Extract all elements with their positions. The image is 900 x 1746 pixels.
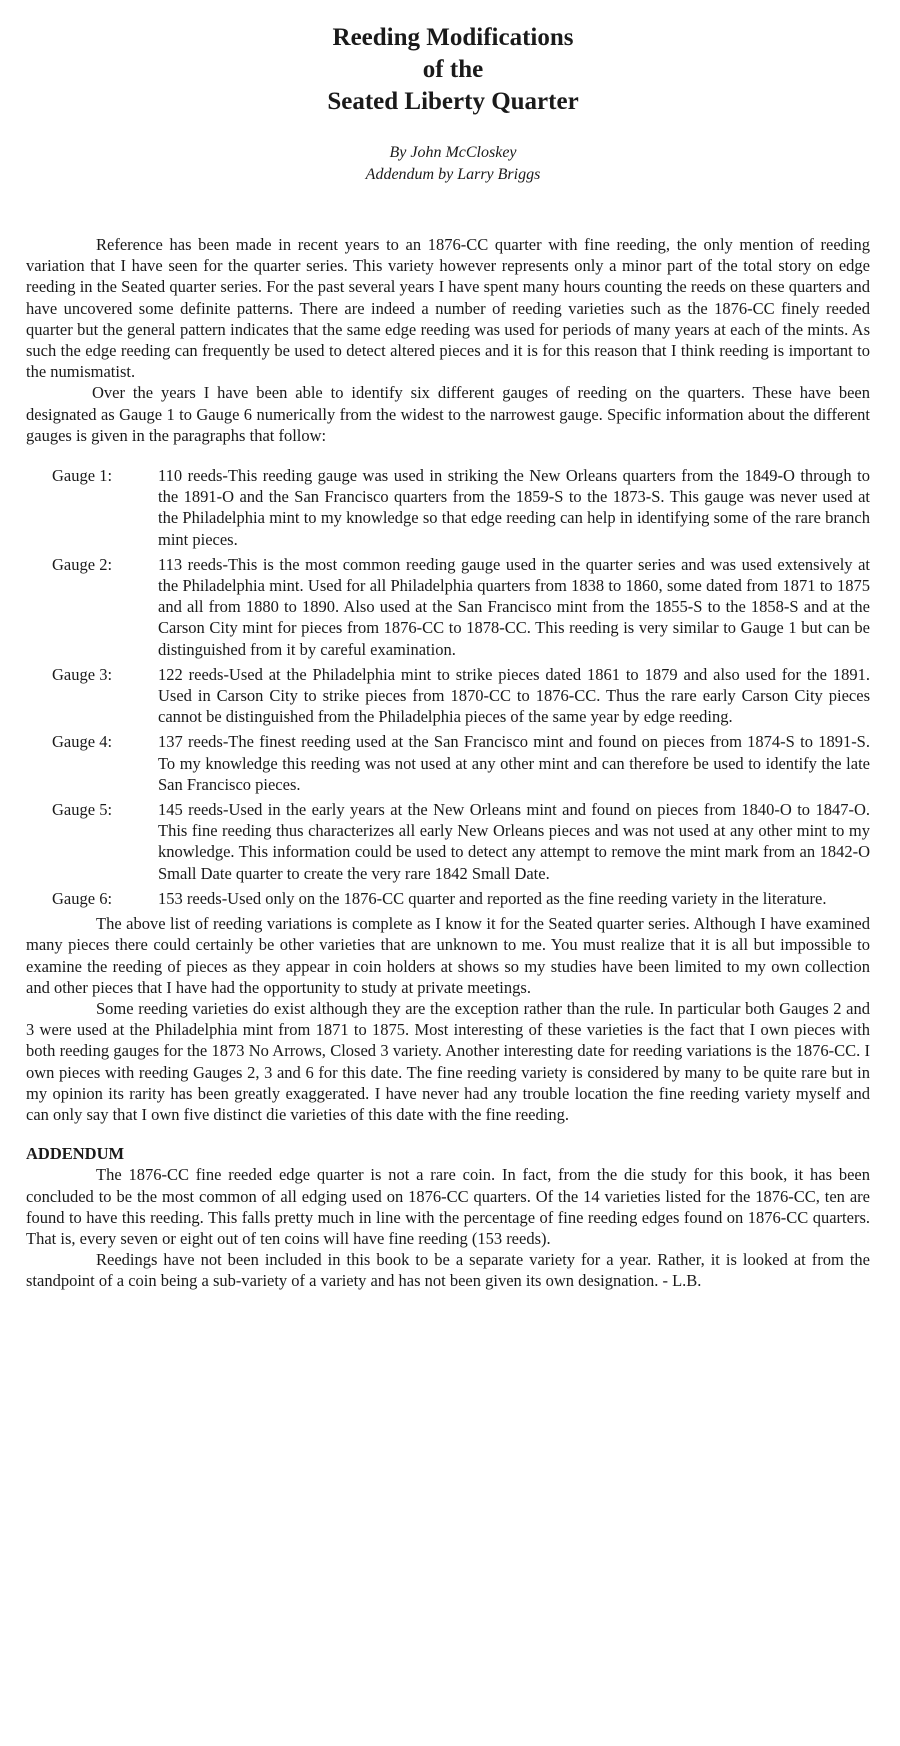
gauge-item bbox=[26, 799, 870, 884]
conclusion-paragraph: Some reeding varieties do exist although they are the exception rather than the rule. In particular both Gauges 2 and 3 were used at the Philadelphia mint from 1871 to 1875. Most interesting of these varieties is the fact that I own pieces with both reeding gauges for the 1873 No Arrows, Closed 3 variety. Another interesting date for reeding variations is the 1876-CC. I own pieces with reeding Gauges 2, 3 and 6 for this date. The fine reeding variety is considered by many to be quite rare but in my opinion its rarity has been greatly exaggerated. I have never had any trouble location the fine reeding variety myself and can only say that I own five distinct die varieties of this date with the fine reeding. bbox=[26, 998, 870, 1124]
gauge-description: 137 reeds-The finest reeding used at the San Francisco mint and found on pieces from 1874-S to 1891-S. To my knowledge this reeding was not used at any other mint and can therefore be used to identify the late San Francisco pieces. bbox=[158, 732, 870, 794]
gauge-label: Gauge 4: bbox=[52, 732, 113, 752]
intro-paragraph: Reference has been made in recent years to an 1876-CC quarter with fine reeding, the only mention of reeding variation that I have seen for the quarter series. This variety however represents only a minor part of the total story on edge reeding in the Seated quarter series. For the past several years I have spent many hours counting the reeds on these quarters and have uncovered some definite patterns. There are indeed a number of reeding varieties such as the 1876-CC finely reeded quarter but the general pattern indicates that the same edge reeding was used for periods of many years at each of the mints. As such the edge reeding can frequently be used to detect altered pieces and it is for this reason that I think reeding is important to the numismatist. bbox=[26, 235, 870, 382]
gauge-list bbox=[26, 465, 870, 909]
gauge-item bbox=[26, 554, 870, 660]
gauge-label: Gauge 2: bbox=[52, 554, 113, 574]
gauge-item bbox=[26, 731, 870, 795]
byline bbox=[26, 142, 870, 186]
title-line-3: Seated Liberty Quarter bbox=[327, 88, 579, 115]
gauge-description: 113 reeds-This is the most common reeding gauge used in the quarter series and was used extensively at the Philadelphia mint. Used for all Philadelphia quarters from 1838 to 1860, some dated from 1871 to 1875 and all from 1880 to 1890. Also used at the San Francisco mint from the 1855-S to the 1858-S and at the Carson City mint for pieces from 1876-CC to 1878-CC. This reeding is very similar to Gauge 1 but can be distinguished from it by careful examination. bbox=[158, 554, 870, 659]
addendum-credit: Addendum by Larry Briggs bbox=[365, 166, 541, 183]
gauge-description: 110 reeds-This reeding gauge was used in striking the New Orleans quarters from the 1849-O through to the 1891-O and the San Francisco quarters from the 1859-S to the 1873-S. This gauge was never used at the Philadelphia mint to my knowledge so that edge reeding can help in identifying some of the rare branch mint pieces. bbox=[158, 466, 870, 549]
intro-paragraph: Over the years I have been able to identify six different gauges of reeding on the quarters. These have been designated as Gauge 1 to Gauge 6 numerically from the widest to the narrowest gauge. Specific information about the different gauges is given in the paragraphs that follow: bbox=[26, 383, 870, 445]
title-line-1: Reeding Modifications bbox=[332, 24, 574, 51]
gauge-label: Gauge 1: bbox=[52, 466, 113, 486]
gauge-item bbox=[26, 888, 870, 909]
addendum-heading: ADDENDUM bbox=[26, 1144, 125, 1164]
article-title bbox=[26, 22, 870, 118]
gauge-description: 145 reeds-Used in the early years at the New Orleans mint and found on pieces from 1840-O to 1847-O. This fine reeding thus characterizes all early New Orleans pieces and was not used at any other mint to my knowledge. This information could be used to detect any attempt to remove the mint mark from an 1842-O Small Date quarter to create the very rare 1842 Small Date. bbox=[158, 800, 870, 883]
gauge-item bbox=[26, 465, 870, 550]
gauge-label: Gauge 3: bbox=[52, 664, 113, 684]
article-body bbox=[26, 234, 870, 1292]
addendum-paragraph: The 1876-CC fine reeded edge quarter is not a rare coin. In fact, from the die study for this book, it has been concluded to be the most common of all edging used on 1876-CC quarters. Of the 14 varieties listed for the 1876-CC, ten are found to have this reeding. This falls pretty much in line with the percentage of fine reeding edges found on 1876-CC quarters. That is, every seven or eight out of ten coins will have fine reeding (153 reeds). bbox=[26, 1165, 870, 1248]
gauge-label: Gauge 5: bbox=[52, 800, 113, 820]
gauge-label: Gauge 6: bbox=[52, 888, 113, 908]
conclusion-paragraph: The above list of reeding variations is complete as I know it for the Seated quarter series. Although I have examined many pieces there could certainly be other varieties that are unknown to me. You must realize that it is all but impossible to examine the reeding of pieces as they appear in coin holders at shows so my studies have been limited to my own collection and other pieces that I have had the opportunity to study at private meetings. bbox=[26, 914, 870, 997]
addendum-paragraph: Reedings have not been included in this book to be a separate variety for a year. Rather, it is looked at from the standpoint of a coin being a sub-variety of a variety and has not been given its own designation. - L.B. bbox=[26, 1250, 870, 1291]
gauge-description: 122 reeds-Used at the Philadelphia mint to strike pieces dated 1861 to 1879 and also used for the 1891. Used in Carson City to strike pieces from 1870-CC to 1876-CC. Thus the rare early Carson City pieces cannot be distinguished from the Philadelphia pieces of the same year by edge reeding. bbox=[158, 664, 870, 727]
author-credit: By John McCloskey bbox=[389, 144, 517, 161]
gauge-description: 153 reeds-Used only on the 1876-CC quarter and reported as the fine reeding variety in the literature. bbox=[158, 888, 827, 908]
gauge-item bbox=[26, 664, 870, 728]
title-line-2: of the bbox=[422, 56, 484, 83]
